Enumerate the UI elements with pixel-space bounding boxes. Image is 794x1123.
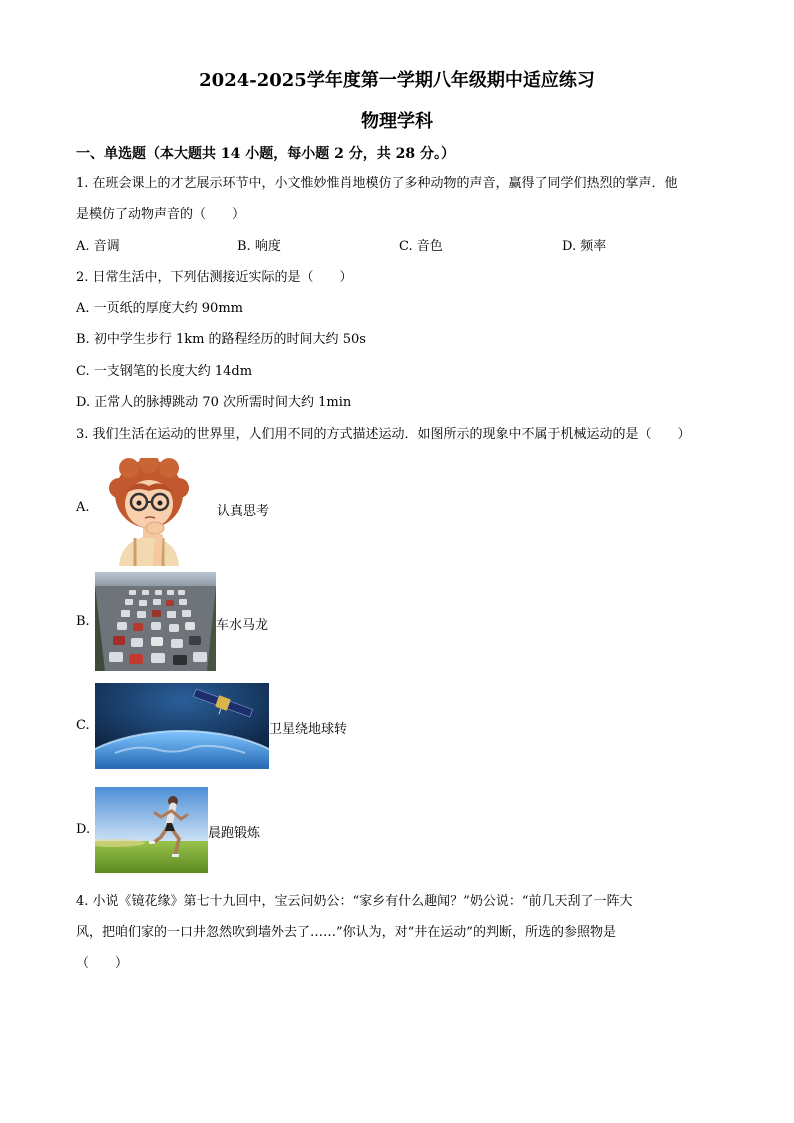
exam-title: 2024-2025学年度第一学期八年级期中适应练习 [199,70,595,91]
q3-option-a-letter: A. [76,500,90,515]
thinking-boy-image [105,458,193,566]
q3-option-c-letter: C. [76,718,90,733]
q3-option-c-caption: 卫星绕地球转 [269,722,348,737]
q1-stem-line-1: 1. 在班会课上的才艺展示环节中，小文惟妙惟肖地模仿了多种动物的声音，赢得了同学们热烈的掌声．他 [76,176,678,191]
q1-option-d: D. 频率 [562,239,607,254]
q1-stem-line-2: 是模仿了动物声音的（ ） [76,207,246,222]
q4-stem-line-3: （ ） [76,956,129,971]
q2-option-a: A. 一页纸的厚度大约 90mm [76,301,243,316]
q3-option-a-caption: 认真思考 [217,504,270,519]
q4-stem-line-2: 风，把咱们家的一口井忽然吹到墙外去了……”你认为，对“井在运动”的判断，所选的参照物是 [76,925,616,940]
subject-title: 物理学科 [361,111,433,132]
q3-option-d-caption: 晨跑锻炼 [208,826,261,841]
q3-option-b-letter: B. [76,614,90,629]
satellite-earth-image [95,683,269,769]
section-heading: 一、单选题（本大题共 14 小题，每小题 2 分，共 28 分。） [76,146,455,162]
q2-option-d: D. 正常人的脉搏跳动 70 次所需时间大约 1min [76,395,352,410]
q2-option-b: B. 初中学生步行 1km 的路程经历的时间大约 50s [76,332,366,347]
q3-option-b-caption: 车水马龙 [216,618,269,633]
q1-option-c: C. 音色 [399,239,443,254]
q1-option-b: B. 响度 [237,239,281,254]
q1-option-a: A. 音调 [76,239,120,254]
q4-stem-line-1: 4. 小说《镜花缘》第七十九回中，宝云问奶公：“家乡有什么趣闻？”奶公说：“前几天刮了一阵大 [76,894,633,909]
traffic-jam-image [95,572,216,671]
q3-option-d-letter: D. [76,822,91,837]
q2-stem: 2. 日常生活中，下列估测接近实际的是（ ） [76,270,353,285]
morning-run-image [95,787,208,873]
q3-stem: 3. 我们生活在运动的世界里，人们用不同的方式描述运动．如图所示的现象中不属于机械运动的是（ ） [76,427,691,442]
q2-option-c: C. 一支钢笔的长度大约 14dm [76,364,253,379]
